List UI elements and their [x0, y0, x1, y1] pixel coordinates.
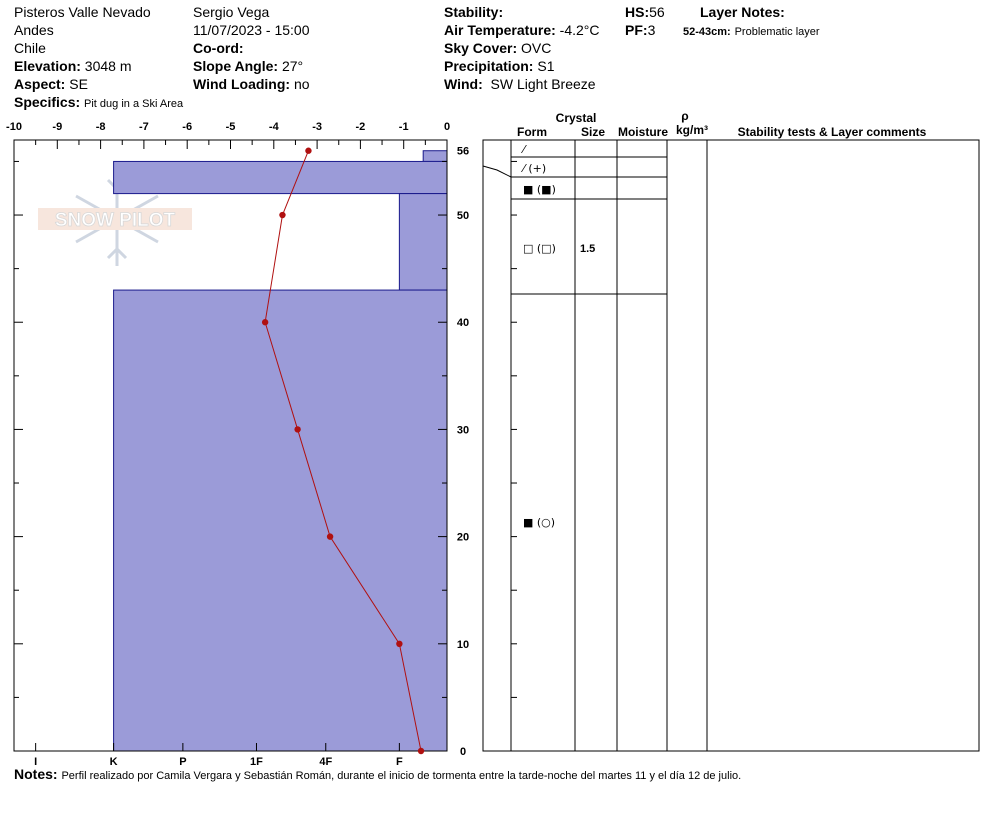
height-tick-label: 0	[459, 746, 467, 758]
hardness-layer-bar	[114, 161, 447, 193]
range: Andes	[14, 22, 54, 38]
crystal-form: ■ (■)	[523, 183, 556, 196]
hardness-layers	[114, 151, 447, 751]
temp-tick-label: -1	[398, 121, 409, 133]
hardness-layer-bar	[114, 290, 447, 751]
connector-line	[483, 166, 511, 177]
pf: PF:3	[625, 22, 656, 38]
height-tick-label: 56	[456, 145, 470, 158]
temp-tick-label: -6	[182, 121, 193, 133]
col-form: Form	[517, 125, 547, 139]
height-tick-label: 20	[456, 531, 470, 544]
col-size: Size	[580, 125, 606, 139]
hs: HS:56	[625, 4, 665, 20]
temperature-point	[262, 319, 268, 325]
air-temperature: Air Temperature: -4.2°C	[444, 22, 600, 38]
col-density: kg/m³	[675, 123, 709, 137]
temperature-point	[279, 212, 285, 218]
col-rho: ρ	[681, 109, 689, 123]
location: Pisteros Valle Nevado	[14, 4, 151, 20]
observer: Sergio Vega	[193, 4, 270, 20]
height-tick-label: 30	[456, 424, 470, 437]
temperature-point	[327, 533, 333, 539]
temp-tick-label: -5	[225, 121, 236, 133]
layer-connectors	[483, 166, 511, 177]
coord: Co-ord:	[193, 40, 244, 56]
temperature-point	[294, 426, 300, 432]
temperature-point	[396, 641, 402, 647]
layer-note: 52-43cm: Problematic layer	[683, 26, 820, 38]
hardness-layer-bar	[423, 151, 447, 162]
table-frame	[483, 140, 979, 751]
wind: Wind: SW Light Breeze	[444, 76, 596, 92]
hardness-tick-label: F	[396, 756, 403, 768]
hardness-tick-label: I	[34, 756, 38, 768]
datetime: 11/07/2023 - 15:00	[193, 22, 310, 38]
notes: Notes: Perfil realizado por Camila Vergara y Sebastián Román, durante el inicio de tormenta entre la tarde-noche del martes 11 y el día 12 de julio.	[14, 766, 742, 782]
hardness-layer-bar	[399, 194, 447, 290]
col-moisture: Moisture	[617, 125, 669, 139]
hardness-tick-label: P	[179, 756, 187, 768]
hardness-tick-label: K	[109, 756, 118, 768]
elevation: Elevation: 3048 m	[14, 58, 132, 74]
country: Chile	[14, 40, 46, 56]
height-tick-label: 50	[456, 210, 470, 223]
slope-angle: Slope Angle: 27°	[193, 58, 304, 74]
hardness-tick-label: 1F	[250, 756, 263, 768]
layer-rows	[511, 143, 667, 529]
crystal-form: □ (□)	[523, 242, 556, 255]
stability: Stability:	[444, 4, 504, 20]
hardness-tick-label: 4F	[319, 756, 333, 768]
temp-tick-label: 0	[443, 121, 451, 133]
temp-tick-label: -7	[139, 121, 149, 133]
crystal-size: 1.5	[580, 243, 596, 255]
layer-notes-label: Layer Notes:	[700, 4, 785, 20]
specifics: Specifics: Pit dug in a Ski Area	[14, 94, 184, 110]
col-stability: Stability tests & Layer comments	[737, 125, 927, 139]
temperature-point	[305, 148, 311, 154]
sky-cover: Sky Cover: OVC	[444, 40, 552, 56]
temp-tick-label: -2	[355, 121, 366, 133]
temp-tick-label: -8	[95, 121, 106, 133]
crystal-form: ⁄ (+)	[523, 162, 547, 175]
temperature-point	[418, 748, 424, 754]
temp-tick-label: -4	[268, 121, 279, 133]
col-crystal: Crystal	[555, 111, 597, 125]
crystal-form: ■ (○)	[523, 516, 556, 529]
crystal-form: ⁄	[523, 143, 525, 156]
aspect: Aspect: SE	[14, 76, 88, 92]
temp-tick-label: -9	[52, 121, 63, 133]
temp-tick-label: -3	[312, 121, 322, 133]
temperature-axis	[6, 121, 450, 149]
temp-tick-label: -10	[6, 121, 22, 133]
precipitation: Precipitation: S1	[444, 58, 555, 74]
logo-text: SNOW PILOT	[54, 210, 176, 231]
layer-table	[483, 109, 979, 751]
height-tick-label: 10	[456, 638, 470, 651]
wind-loading: Wind Loading: no	[193, 76, 310, 92]
height-tick-label: 40	[456, 317, 470, 330]
